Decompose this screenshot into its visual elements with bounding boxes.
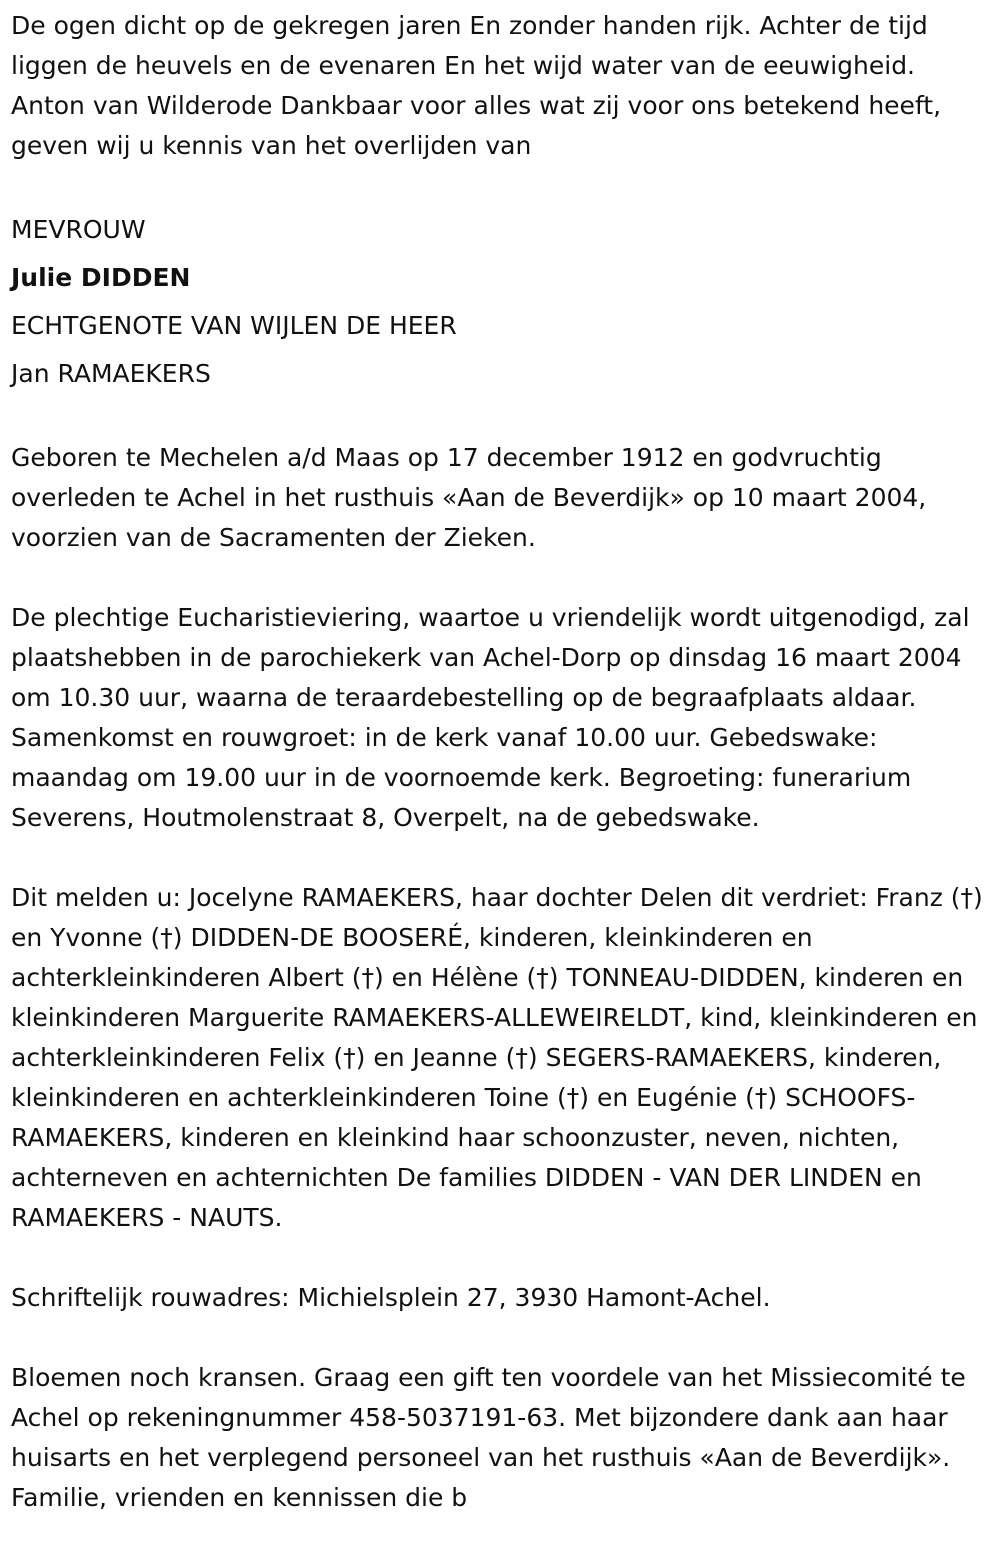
family-paragraph: Dit melden u: Jocelyne RAMAEKERS, haar dochter Delen dit verdriet: Franz (†) en Yvonne (†) DIDDEN-DE BOOSERÉ, kinderen, kleinkinderen en achterkleinkinderen Albert (†) en Hélène (†) TONNEAU-DIDDEN, kinderen en kleinkinderen Marguerite RAMAEKERS-ALLEWEIRELDT, kind, kleinkinderen en achterkleinkinderen Felix (†) en Jeanne (†) SEGERS-RAMAEKERS, kinderen, kleinkinderen en achterkleinkinderen Toine (†) en Eugénie (†) SCHOOFS-RAMAEKERS, kinderen en kleinkind haar schoonzuster, neven, nichten, achterneven en achternichten De families DIDDEN - VAN DER LINDEN en RAMAEKERS - NAUTS. (11, 883, 983, 1232)
spacer (11, 1318, 989, 1358)
spacer (11, 166, 989, 206)
relation-line: ECHTGENOTE VAN WIJLEN DE HEER (11, 311, 457, 340)
spacer (11, 398, 989, 438)
ceremony-paragraph: De plechtige Eucharistieviering, waartoe u vriendelijk wordt uitgenodigd, zal plaatshebben in de parochiekerk van Achel-Dorp op dinsdag 16 maart 2004 om 10.30 uur, waarna de teraardebestelling op de begraafplaats aldaar. Samenkomst en rouwgroet: in de kerk vanaf 10.00 uur. Gebedswake: maandag om 19.00 uur in de voornoemde kerk. Begroeting: funerarium Severens, Houtmolenstraat 8, Overpelt, na de gebedswake. (11, 603, 970, 832)
address-paragraph: Schriftelijk rouwadres: Michielsplein 27, 3930 Hamont-Achel. (11, 1283, 771, 1312)
intro-paragraph: De ogen dicht op de gekregen jaren En zonder handen rijk. Achter de tijd liggen de heuvels en de evenaren En het wijd water van de eeuwigheid. Anton van Wilderode Dankbaar voor alles wat zij voor ons betekend heeft, geven wij u kennis van het overlijden van (11, 11, 942, 160)
closing-paragraph: Bloemen noch kransen. Graag een gift ten voordele van het Missiecomité te Achel op rekeningnummer 458-5037191-63. Met bijzondere dank aan haar huisarts en het verplegend personeel van het rusthuis «Aan de Beverdijk». Familie, vrienden en kennissen die b (11, 1363, 966, 1512)
spacer (11, 1238, 989, 1278)
spacer (11, 558, 989, 598)
deceased-name: Julie DIDDEN (11, 263, 191, 292)
spacer (11, 838, 989, 878)
spouse-name: Jan RAMAEKERS (11, 359, 211, 388)
birth-death-paragraph: Geboren te Mechelen a/d Maas op 17 december 1912 en godvruchtig overleden te Achel in het rusthuis «Aan de Beverdijk» op 10 maart 2004, voorzien van de Sacramenten der Zieken. (11, 443, 927, 552)
salutation: MEVROUW (11, 215, 146, 244)
